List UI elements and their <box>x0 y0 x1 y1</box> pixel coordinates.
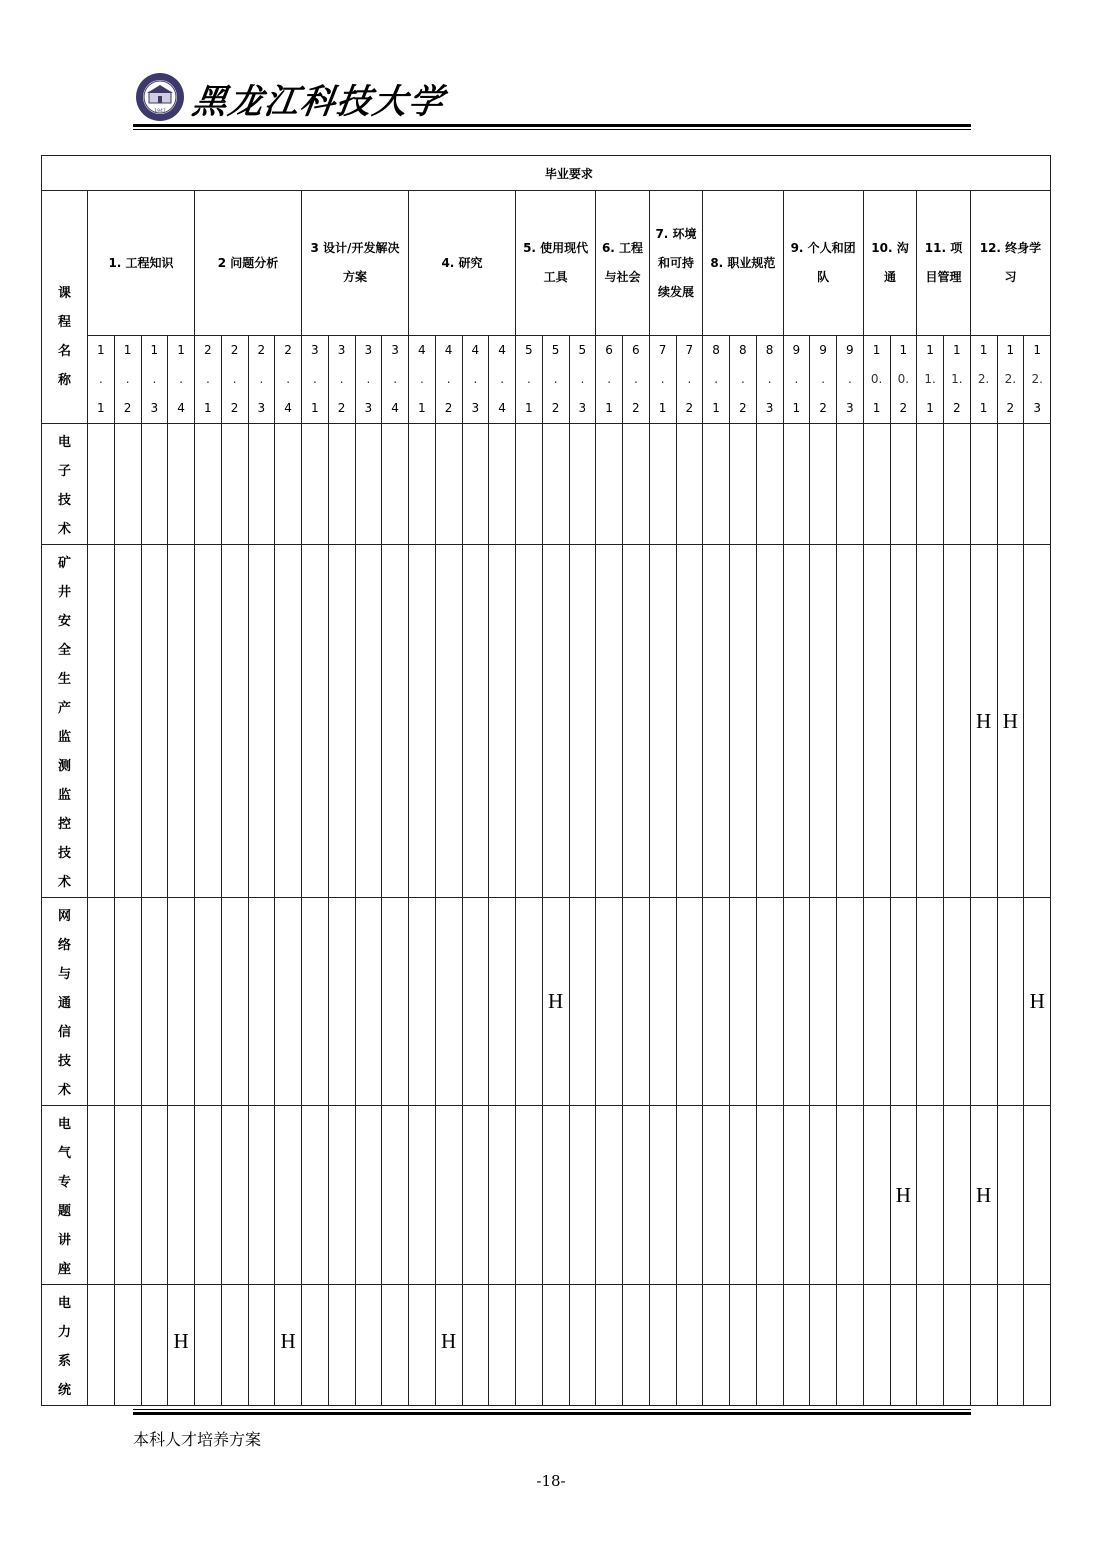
support-cell <box>114 1285 141 1406</box>
support-cell <box>730 898 757 1106</box>
support-level-mark: H <box>173 1328 189 1353</box>
support-cell <box>837 424 864 545</box>
seal-year: 1947 <box>154 109 166 114</box>
support-cell <box>783 545 810 898</box>
support-cell <box>382 1106 409 1285</box>
support-cell <box>596 898 623 1106</box>
requirement-group-header <box>302 191 409 336</box>
support-cell <box>970 424 997 545</box>
support-cell <box>462 1106 489 1285</box>
table-row <box>42 1285 1051 1406</box>
support-cell <box>409 1285 436 1406</box>
table-title: 毕业要求 <box>88 156 1051 191</box>
support-cell <box>569 1106 596 1285</box>
support-cell <box>355 545 382 898</box>
support-cell <box>355 424 382 545</box>
support-cell <box>114 898 141 1106</box>
support-cell <box>997 424 1024 545</box>
support-cell <box>596 1285 623 1406</box>
support-cell <box>328 898 355 1106</box>
indicator-header: 4 . 1 <box>409 336 436 424</box>
support-cell <box>462 1285 489 1406</box>
indicator-header: 5 . 1 <box>516 336 543 424</box>
support-cell <box>756 898 783 1106</box>
requirement-group-header <box>88 191 195 336</box>
support-cell <box>168 1285 195 1406</box>
support-cell <box>623 898 650 1106</box>
support-cell <box>275 545 302 898</box>
support-cell <box>970 1106 997 1285</box>
support-cell <box>195 1106 222 1285</box>
support-cell <box>114 545 141 898</box>
support-level-mark: H <box>1002 708 1018 733</box>
support-cell <box>810 1106 837 1285</box>
support-cell <box>676 1285 703 1406</box>
indicator-header: 2 . 4 <box>275 336 302 424</box>
support-cell <box>863 424 890 545</box>
support-cell <box>141 545 168 898</box>
support-cell <box>275 1285 302 1406</box>
seal-icon <box>135 72 185 122</box>
page-number: -18- <box>536 1472 566 1490</box>
support-cell <box>837 1285 864 1406</box>
support-cell <box>516 1285 543 1406</box>
support-cell <box>703 898 730 1106</box>
indicator-header: 1 1. 2 <box>944 336 971 424</box>
support-cell <box>703 1285 730 1406</box>
support-level-mark: H <box>895 1182 911 1207</box>
requirement-group-label: 4. 研究 <box>441 255 483 270</box>
support-cell <box>141 1106 168 1285</box>
support-cell <box>703 545 730 898</box>
support-level-mark: H <box>976 708 992 733</box>
requirement-group-header <box>703 191 783 336</box>
support-cell <box>516 898 543 1106</box>
indicator-header: 5 . 3 <box>569 336 596 424</box>
support-cell <box>275 898 302 1106</box>
support-cell <box>837 898 864 1106</box>
course-name: 电 子 技 术 <box>42 424 88 545</box>
support-level-mark: H <box>280 1328 296 1353</box>
indicator-header: 2 . 1 <box>195 336 222 424</box>
support-cell <box>462 424 489 545</box>
header-rule-thick <box>133 124 971 127</box>
support-cell <box>596 424 623 545</box>
support-cell <box>730 1106 757 1285</box>
support-cell <box>195 424 222 545</box>
requirement-group-header <box>783 191 863 336</box>
table-row <box>42 424 1051 545</box>
indicator-header: 1 2. 1 <box>970 336 997 424</box>
indicator-header: 1 2. 3 <box>1024 336 1051 424</box>
support-level-mark: H <box>548 989 564 1013</box>
support-cell <box>302 1285 329 1406</box>
support-cell <box>409 424 436 545</box>
support-cell <box>569 1285 596 1406</box>
support-cell <box>783 1106 810 1285</box>
requirement-group-header <box>195 191 302 336</box>
support-cell <box>409 1106 436 1285</box>
footer-text: 本科人才培养方案 <box>133 1430 262 1449</box>
support-cell <box>221 424 248 545</box>
indicator-header: 9 . 1 <box>783 336 810 424</box>
support-cell <box>195 898 222 1106</box>
header-rule-thin <box>133 129 971 130</box>
support-cell <box>489 424 516 545</box>
support-cell <box>649 1106 676 1285</box>
support-cell <box>168 424 195 545</box>
support-cell <box>623 424 650 545</box>
support-cell <box>221 545 248 898</box>
course-name: 电 力 系 统 <box>42 1285 88 1406</box>
support-cell <box>221 898 248 1106</box>
indicator-header: 4 . 3 <box>462 336 489 424</box>
support-cell <box>703 424 730 545</box>
course-name: 网 络 与 通 信 技 术 <box>42 898 88 1106</box>
support-cell <box>649 1285 676 1406</box>
support-cell <box>382 545 409 898</box>
support-cell <box>997 545 1024 898</box>
requirement-group-label: 9. 个人和团队 <box>790 241 856 284</box>
support-cell <box>141 898 168 1106</box>
requirement-group-label: 8. 职业规范 <box>710 255 776 270</box>
support-cell <box>328 1106 355 1285</box>
support-cell <box>409 545 436 898</box>
support-cell <box>489 1106 516 1285</box>
support-cell <box>997 1106 1024 1285</box>
support-cell <box>1024 1285 1051 1406</box>
support-cell <box>88 424 115 545</box>
support-cell <box>649 898 676 1106</box>
support-cell <box>676 898 703 1106</box>
support-cell <box>489 898 516 1106</box>
support-cell <box>970 1285 997 1406</box>
page-header <box>133 68 971 130</box>
indicator-header: 3 . 1 <box>302 336 329 424</box>
support-cell <box>542 1106 569 1285</box>
support-cell <box>623 1106 650 1285</box>
support-cell <box>676 424 703 545</box>
support-cell <box>810 898 837 1106</box>
support-cell <box>516 545 543 898</box>
support-cell <box>248 424 275 545</box>
support-cell <box>275 1106 302 1285</box>
support-cell <box>542 424 569 545</box>
support-cell <box>863 1106 890 1285</box>
support-cell <box>730 1285 757 1406</box>
support-cell <box>890 424 917 545</box>
support-cell <box>141 1285 168 1406</box>
support-cell <box>649 424 676 545</box>
graduation-requirements-matrix <box>41 155 1051 1406</box>
requirement-group-header <box>649 191 703 336</box>
table-row <box>42 545 1051 898</box>
support-cell <box>248 545 275 898</box>
support-cell <box>328 1285 355 1406</box>
support-cell <box>435 1285 462 1406</box>
support-cell <box>114 424 141 545</box>
support-cell <box>569 898 596 1106</box>
indicator-header: 8 . 2 <box>730 336 757 424</box>
indicator-header: 8 . 1 <box>703 336 730 424</box>
support-cell <box>168 545 195 898</box>
indicator-header: 1 . 3 <box>141 336 168 424</box>
indicator-header: 9 . 2 <box>810 336 837 424</box>
support-cell <box>569 424 596 545</box>
support-cell <box>810 1285 837 1406</box>
support-cell <box>382 424 409 545</box>
indicator-header: 1 0. 1 <box>863 336 890 424</box>
support-cell <box>837 1106 864 1285</box>
support-cell <box>489 1285 516 1406</box>
indicator-header: 1 . 4 <box>168 336 195 424</box>
support-cell <box>355 1285 382 1406</box>
school-name: 黑龙江科技大学 <box>189 82 448 122</box>
support-cell <box>890 898 917 1106</box>
indicator-header: 1 1. 1 <box>917 336 944 424</box>
course-name: 矿 井 安 全 生 产 监 测 监 控 技 术 <box>42 545 88 898</box>
indicator-header: 1 . 2 <box>114 336 141 424</box>
indicator-header: 9 . 3 <box>837 336 864 424</box>
support-cell <box>275 424 302 545</box>
requirement-group-label: 10. 沟通 <box>871 241 909 284</box>
requirement-group-header <box>596 191 650 336</box>
support-cell <box>462 545 489 898</box>
support-cell <box>355 1106 382 1285</box>
support-cell <box>970 898 997 1106</box>
support-cell <box>382 1285 409 1406</box>
support-cell <box>195 1285 222 1406</box>
requirement-group-header <box>917 191 971 336</box>
support-cell <box>917 898 944 1106</box>
support-cell <box>944 1285 971 1406</box>
indicator-header: 3 . 3 <box>355 336 382 424</box>
indicator-header: 1 . 1 <box>88 336 115 424</box>
support-cell <box>783 1285 810 1406</box>
support-cell <box>435 1106 462 1285</box>
support-cell <box>435 545 462 898</box>
support-cell <box>917 1106 944 1285</box>
support-cell <box>302 1106 329 1285</box>
support-cell <box>516 424 543 545</box>
indicator-header: 3 . 4 <box>382 336 409 424</box>
indicator-header: 7 . 2 <box>676 336 703 424</box>
requirement-group-label: 12. 终身学习 <box>979 241 1042 284</box>
course-name-header: 课 程 名 称 <box>42 191 88 424</box>
title-spacer <box>42 156 88 191</box>
indicator-header: 1 2. 2 <box>997 336 1024 424</box>
support-cell <box>328 424 355 545</box>
indicator-header: 6 . 1 <box>596 336 623 424</box>
footer-rule-thin <box>133 1409 971 1410</box>
requirement-group-header <box>409 191 516 336</box>
indicator-header: 2 . 2 <box>221 336 248 424</box>
support-cell <box>168 1106 195 1285</box>
support-cell <box>462 898 489 1106</box>
support-cell <box>114 1106 141 1285</box>
support-cell <box>248 898 275 1106</box>
support-cell <box>703 1106 730 1285</box>
requirement-group-label: 3 设计/开发解决方案 <box>310 241 400 284</box>
support-cell <box>783 898 810 1106</box>
table-row <box>42 1106 1051 1285</box>
requirement-group-header <box>863 191 917 336</box>
indicator-header: 5 . 2 <box>542 336 569 424</box>
support-cell <box>649 545 676 898</box>
support-cell <box>88 545 115 898</box>
support-cell <box>302 898 329 1106</box>
support-cell <box>221 1285 248 1406</box>
support-cell <box>1024 545 1051 898</box>
indicator-header: 6 . 2 <box>623 336 650 424</box>
support-cell <box>944 1106 971 1285</box>
support-cell <box>248 1106 275 1285</box>
support-cell <box>596 1106 623 1285</box>
support-cell <box>756 424 783 545</box>
support-cell <box>88 898 115 1106</box>
support-level-mark: H <box>441 1328 457 1353</box>
support-cell <box>1024 424 1051 545</box>
support-cell <box>756 545 783 898</box>
support-cell <box>917 545 944 898</box>
indicator-header: 4 . 2 <box>435 336 462 424</box>
support-cell <box>783 424 810 545</box>
support-cell <box>730 545 757 898</box>
support-cell <box>88 1106 115 1285</box>
support-cell <box>837 545 864 898</box>
support-cell <box>756 1285 783 1406</box>
support-level-mark: H <box>1029 989 1045 1013</box>
support-cell <box>516 1106 543 1285</box>
support-cell <box>676 1106 703 1285</box>
support-cell <box>863 1285 890 1406</box>
support-cell <box>810 545 837 898</box>
support-cell <box>542 898 569 1106</box>
indicator-header: 8 . 3 <box>756 336 783 424</box>
support-cell <box>195 545 222 898</box>
support-cell <box>917 424 944 545</box>
support-cell <box>944 424 971 545</box>
indicator-header: 4 . 4 <box>489 336 516 424</box>
requirement-group-label: 2 问题分析 <box>217 255 279 270</box>
support-cell <box>944 545 971 898</box>
table-row <box>42 898 1051 1106</box>
support-cell <box>141 424 168 545</box>
support-cell <box>863 898 890 1106</box>
support-cell <box>168 898 195 1106</box>
requirement-group-label: 7. 环境和可持续发展 <box>655 226 697 299</box>
support-cell <box>328 545 355 898</box>
support-cell <box>944 898 971 1106</box>
support-cell <box>623 1285 650 1406</box>
requirement-group-label: 1. 工程知识 <box>108 255 174 270</box>
support-cell <box>248 1285 275 1406</box>
support-cell <box>890 545 917 898</box>
support-cell <box>890 1106 917 1285</box>
requirement-group-label: 11. 项目管理 <box>924 241 963 284</box>
support-cell <box>382 898 409 1106</box>
support-cell <box>409 898 436 1106</box>
support-cell <box>890 1285 917 1406</box>
support-cell <box>997 1285 1024 1406</box>
support-cell <box>1024 898 1051 1106</box>
support-cell <box>302 424 329 545</box>
support-cell <box>221 1106 248 1285</box>
indicator-header: 3 . 2 <box>328 336 355 424</box>
support-cell <box>756 1106 783 1285</box>
footer-rule-thick <box>133 1412 971 1415</box>
support-cell <box>489 545 516 898</box>
support-cell <box>863 545 890 898</box>
support-cell <box>435 424 462 545</box>
requirement-group-label: 5. 使用现代工具 <box>523 241 589 284</box>
support-cell <box>355 898 382 1106</box>
indicator-header: 7 . 1 <box>649 336 676 424</box>
course-name: 电 气 专 题 讲 座 <box>42 1106 88 1285</box>
support-cell <box>569 545 596 898</box>
indicator-header: 2 . 3 <box>248 336 275 424</box>
support-cell <box>730 424 757 545</box>
support-cell <box>676 545 703 898</box>
requirement-group-label: 6. 工程与社会 <box>601 241 644 284</box>
support-cell <box>970 545 997 898</box>
support-cell <box>1024 1106 1051 1285</box>
support-cell <box>917 1285 944 1406</box>
support-cell <box>997 898 1024 1106</box>
support-cell <box>596 545 623 898</box>
support-cell <box>542 545 569 898</box>
support-cell <box>88 1285 115 1406</box>
indicator-header: 1 0. 2 <box>890 336 917 424</box>
requirement-group-header <box>516 191 596 336</box>
support-cell <box>623 545 650 898</box>
support-level-mark: H <box>976 1182 992 1207</box>
requirement-group-header <box>970 191 1050 336</box>
support-cell <box>810 424 837 545</box>
support-cell <box>435 898 462 1106</box>
support-cell <box>302 545 329 898</box>
support-cell <box>542 1285 569 1406</box>
